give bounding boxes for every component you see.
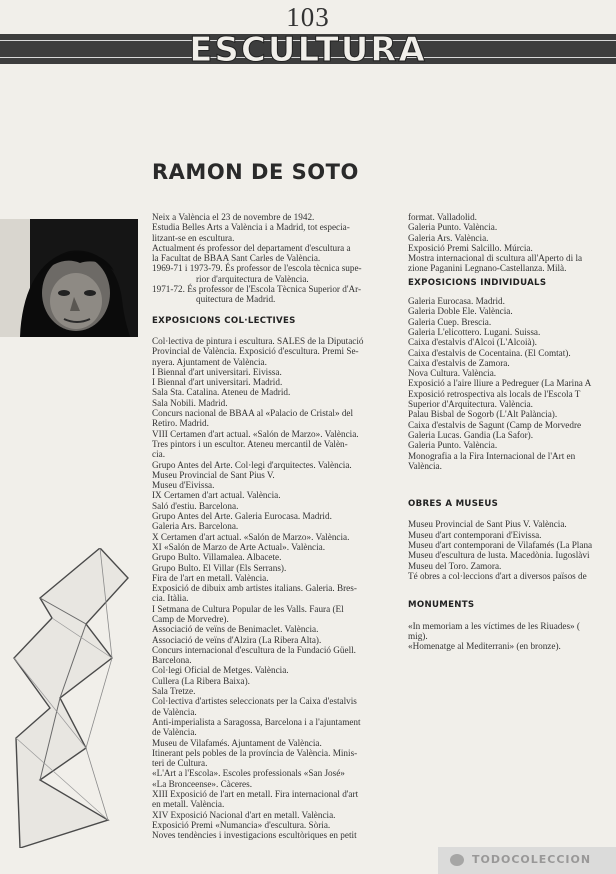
list-item: Museu del Toro. Zamora. (408, 560, 502, 571)
list-item: Camp de Morvedre). (152, 613, 229, 624)
list-item: de València. (152, 727, 197, 738)
collective-heading: EXPOSICIONS COL·LECTIVES (152, 315, 296, 326)
list-item: Sala Nobili. Madrid. (152, 397, 228, 408)
list-item: Galeria Ars. València. (408, 232, 489, 243)
watermark-text: TODOCOLECCION (472, 853, 592, 866)
list-item: Galeria Ars. Barcelona. (152, 521, 239, 532)
list-item: Anti-imperialista a Saragossa, Barcelona i a l'ajuntament (152, 716, 361, 727)
list-item: XIII Exposició de l'art en metall. Fira internacional d'art (152, 789, 359, 800)
list-item: Noves tendències i investigacions escultòriques en petit (152, 830, 357, 841)
collective-continued (408, 212, 616, 274)
list-item: Té obres a col·leccions d'art a diversos països de (408, 570, 587, 581)
monuments-heading: MONUMENTS (408, 600, 475, 611)
bio-line: Estudia Belles Arts a València i a Madrid, tot especia- (152, 222, 350, 233)
list-item: Col·legi Oficial de Metges. València. (152, 665, 289, 676)
list-item: València. (408, 460, 442, 471)
bio-line: Neix a València el 23 de novembre de 1942. (152, 212, 315, 222)
list-item: Museu de Vilafamés. Ajuntament de València. (152, 737, 322, 748)
list-item: Exposició de dibuix amb artistes italians. Galeria. Bres- (152, 583, 357, 594)
list-item: I Biennal d'art universitari. Madrid. (152, 377, 283, 388)
individual-list (408, 296, 616, 471)
list-item: Fira de l'art en metall. València. (152, 572, 269, 583)
list-item: I Biennal d'art universitari. Eivissa. (152, 366, 282, 377)
right-column (408, 212, 616, 651)
museums-list (408, 519, 616, 581)
list-item: Grupo Bulto. El Villar (Els Serrans). (152, 562, 287, 573)
monuments-list (408, 621, 616, 652)
list-item: zione Paganini Legnano-Castellanza. Milà. (408, 263, 567, 274)
list-item: Exposició Premi «Numancia» d'escultura. Sòria. (152, 819, 331, 830)
list-item: Grupo Antes del Arte. Col·legi d'arquitectes. València. (152, 459, 352, 470)
list-item: Museu Provincial de Sant Pius V. (152, 469, 275, 480)
individual-heading: EXPOSICIONS INDIVIDUALS (408, 277, 547, 288)
list-item: format. Valladolid. (408, 212, 477, 222)
section-title: ESCULTURA (189, 30, 427, 70)
list-item: Caixa d'estalvis de Sagunt (Camp de Morvedre (408, 419, 582, 430)
list-item: Cullera (La Ribera Baixa). (152, 675, 250, 686)
list-item: Col·lectiva de pintura i escultura. SALES de la Diputació (152, 335, 364, 346)
list-item: Mostra internacional di scultura all'Aperto di la (408, 253, 583, 264)
list-item: Barcelona. (152, 655, 192, 666)
list-item: Monografia a la Fira Internacional de l'Art en (408, 450, 576, 461)
list-item: Superior d'Arquitectura. València. (408, 399, 533, 410)
list-item: Galeria Punto. València. (408, 440, 498, 451)
list-item: teri de Cultura. (152, 758, 208, 769)
list-item: VIII Certamen d'art actual. «Salón de Marzo». València. (152, 428, 359, 439)
list-item: en metall. València. (152, 799, 225, 810)
list-item: Caixa d'estalvis d'Alcoi (L'Alcoià). (408, 337, 537, 348)
list-item: I Setmana de Cultura Popular de les Valls. Faura (El (152, 603, 344, 614)
bio-line: 1971-72. És professor de l'Escola Tècnica Superior d'Ar- (152, 284, 362, 295)
bio-line: litzant-se en escultura. (152, 232, 235, 243)
list-item: mig). (408, 630, 428, 641)
list-item: Caixa d'estalvis de Zamora. (408, 357, 510, 368)
page-number: 103 (286, 2, 330, 32)
list-item: Concurs internacional d'escultura de la Fundació Güell. (152, 644, 356, 655)
list-item: Concurs nacional de BBAA al «Palacio de Cristal» del (152, 408, 354, 419)
list-item: «Homenatge al Mediterrani» (en bronze). (408, 641, 561, 652)
list-item: Palau Bisbal de Sogorb (L'Alt Palància). (408, 409, 558, 420)
list-item: Museu d'Eivissa. (152, 480, 215, 491)
list-item: XI «Salón de Marzo de Arte Actual». València. (152, 541, 326, 552)
list-item: Museu d'escultura de lusta. Macedònia. Iugoslàvi (408, 550, 590, 561)
list-item: Galeria Lucas. Gandia (La Safor). (408, 429, 533, 440)
list-item: Provincial de València. Exposició d'escultura. Premi Se- (152, 346, 359, 357)
list-item: Exposició a l'aire lliure a Pedreguer (La Marina A (408, 378, 592, 389)
bio-line: 1969-71 i 1973-79. És professor de l'escola tècnica supe- (152, 263, 362, 274)
bio-line: Actualment és professor del departament d'escultura a (152, 242, 351, 253)
watermark-logo (438, 847, 616, 874)
list-item: Tres pintors i un escultor. Ateneu mercantil de Valèn- (152, 438, 348, 449)
list-item: Itinerant pels pobles de la província de València. Minis- (152, 747, 358, 758)
artist-photo (0, 219, 138, 337)
list-item: Caixa d'estalvis de Cocentaina. (El Comtat). (408, 347, 571, 358)
list-item: Galeria L'elicottero. Lugani. Suissa. (408, 326, 541, 337)
list-item: Museu d'art contemporani d'Eivissa. (408, 529, 542, 540)
list-item: cia. (152, 449, 166, 460)
left-column (152, 212, 392, 841)
list-item: Grupo Antes del Arte. Galeria Eurocasa. Madrid. (152, 511, 332, 522)
list-item: «In memoriam a les víctimes de les Riuades» ( (408, 620, 580, 631)
list-item: Grupo Bulto. Villamalea. Albacete. (152, 552, 282, 563)
list-item: de València. (152, 706, 197, 717)
bio (152, 212, 392, 305)
list-item: «La Bronceense». Càceres. (152, 778, 252, 789)
list-item: Col·lectiva d'artistes seleccionats per la Caixa d'estalvis (152, 696, 357, 707)
list-item: Exposició Premi Salcillo. Múrcia. (408, 242, 533, 253)
list-item: Saló d'estiu. Barcelona. (152, 500, 239, 511)
list-item: Associació de veïns de Benimaclet. València. (152, 624, 319, 635)
list-item: Galeria Cuep. Brescia. (408, 316, 492, 327)
bio-line: quitectura de Madrid. (196, 294, 276, 305)
sculpture-illustration (0, 548, 150, 853)
list-item: XIV Exposició Nacional d'art en metall. València. (152, 809, 336, 820)
collective-list (152, 336, 392, 841)
list-item: cia. Itàlia. (152, 593, 189, 604)
list-item: IX Certamen d'art actual. València. (152, 490, 281, 501)
bio-line: rior d'arquitectura de València. (196, 273, 309, 284)
list-item: «L'Art a l'Escola». Escoles professionals «San José» (152, 768, 345, 779)
museums-heading: OBRES A MUSEUS (408, 499, 499, 510)
list-item: Associació de veïns d'Alzira (La Ribera Alta). (152, 634, 322, 645)
list-item: Museu Provincial de Sant Pius V. València. (408, 519, 567, 530)
artist-name: RAMON DE SOTO (152, 160, 359, 184)
list-item: nyera. Ajuntament de València. (152, 356, 267, 367)
list-item: Sala Sta. Catalina. Ateneu de Madrid. (152, 387, 291, 398)
list-item: Galeria Doble Ele. València. (408, 306, 513, 317)
watermark-icon (450, 854, 464, 866)
list-item: Nova Cultura. València. (408, 368, 497, 379)
list-item: Retiro. Madrid. (152, 418, 209, 429)
list-item: Galeria Eurocasa. Madrid. (408, 296, 505, 307)
list-item: X Certamen d'art actual. «Salón de Marzo». València. (152, 531, 350, 542)
list-item: Galeria Punto. València. (408, 222, 498, 233)
list-item: Sala Tretze. (152, 686, 196, 697)
list-item: Exposició retrospectiva als locals de l'Escola T (408, 388, 581, 399)
list-item: Museu d'art contemporani de Vilafamés (La Plana (408, 540, 593, 551)
bio-line: la Facultat de BBAA Sant Carles de València. (152, 253, 321, 264)
